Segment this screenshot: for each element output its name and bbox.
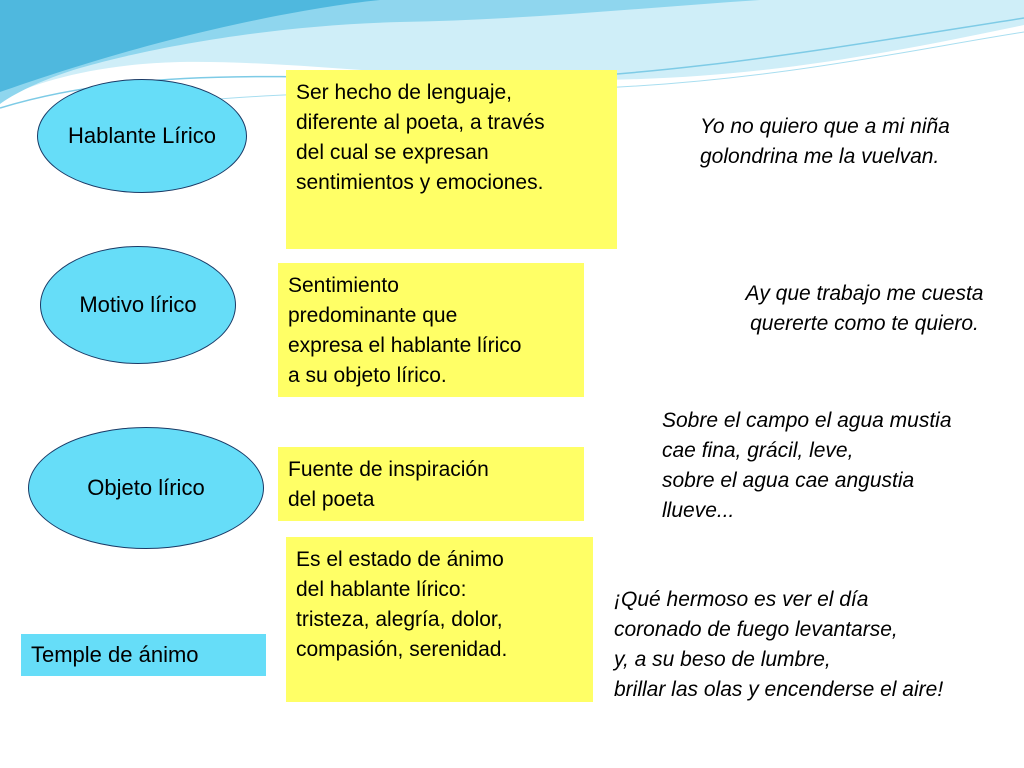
definition-box-temple-de-animo: Es el estado de ánimo del hablante lírico: tristeza, alegría, dolor, compasión, serenidad. [286, 537, 593, 702]
concept-label: Hablante Lírico [68, 123, 216, 148]
definition-box-hablante-lirico: Ser hecho de lenguaje, diferente al poeta, a través del cual se expresan sentimientos y emociones. [286, 70, 617, 249]
concept-label-temple-de-animo: Temple de ánimo [21, 634, 266, 676]
concept-label: Objeto lírico [87, 475, 205, 500]
example-quote-motivo-lirico: Ay que trabajo me cuesta quererte como te quiero. [745, 282, 984, 335]
example-quote-temple-de-animo: ¡Qué hermoso es ver el día coronado de fuego levantarse, y, a su beso de lumbre, brillar las olas y encenderse el aire! [614, 588, 944, 701]
definition-box-motivo-lirico: Sentimiento predominante que expresa el hablante lírico a su objeto lírico. [278, 263, 584, 397]
definition-box-objeto-lirico: Fuente de inspiración del poeta [278, 447, 584, 521]
concept-label: Motivo lírico [79, 292, 197, 317]
example-quote-objeto-lirico: Sobre el campo el agua mustia cae fina, grácil, leve, sobre el agua cae angustia llueve... [662, 409, 952, 522]
concept-ellipse-hablante-lirico [37, 79, 247, 193]
concept-ellipse-motivo-lirico [40, 246, 236, 364]
concept-ellipse-objeto-lirico [28, 427, 264, 549]
example-quote-hablante-lirico: Yo no quiero que a mi niña golondrina me la vuelvan. [700, 115, 950, 168]
